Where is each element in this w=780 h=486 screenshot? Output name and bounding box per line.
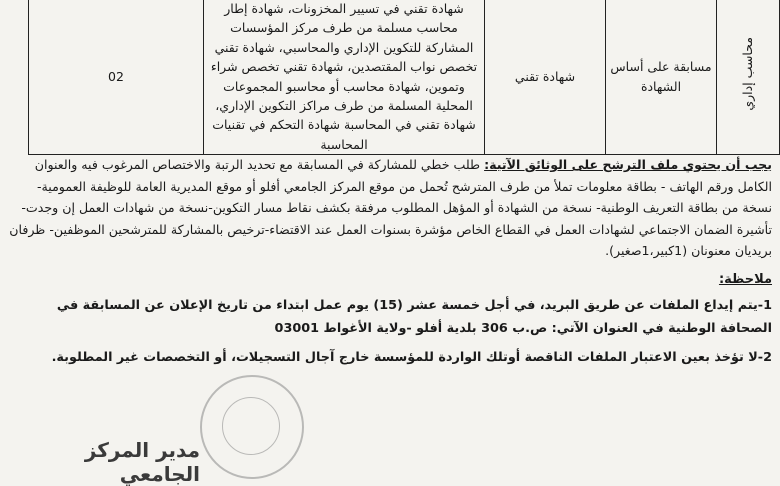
job-title: محاسب إداري [740,36,756,111]
positions-count: 02 [108,68,124,84]
table-row [29,0,780,155]
signature-title: مدير المركز الجامعي [84,438,200,486]
official-stamp [200,375,304,479]
positions-table [28,0,780,155]
notes-heading: ملاحظة: [718,272,772,287]
specialties-cell [204,0,485,155]
job-title-cell [717,0,780,155]
documents-text: طلب خطي للمشاركة في المسابقة مع تحديد الرتبة والاختصاص المرغوب فيه والعنوان الكامل ورقم الهاتف - بطاقة معلومات تملأ من طرف المترشح تُحمل من موقع المركز الجامعي أفلو أو موقع المديرية العامة للوظيفة العمومية- نسخة من بطاقة التعريف الوطنية- نسخة من الشهادة أو المؤهل المطلوب مرفقة بكشف نقاط مسار التكوين-نسخة من شهادات العمل إن وجدت- تأشيرة الضمان الاجتماعي لشهادات العمل في القطاع الخاص مؤشرة بسنوات العمل عند الاقتضاء-ترخيص بالمشاركة للمترشحين الموظفين- ظرفان بريديان معنونان (1كبير،1صغير). [9,157,772,258]
recruitment-mode: مسابقة على أساس الشهادة [610,59,712,94]
documents-heading: يجب أن يحتوي ملف الترشح على الوثائق الآتية: [484,157,772,172]
recruitment-mode-cell [606,0,717,155]
required-documents [4,154,772,262]
certificate-cell [485,0,606,155]
stamp-emblem [222,397,280,455]
note-item-2: 2-لا تؤخذ بعين الاعتبار الملفات الناقصة أوتلك الواردة للمؤسسة خارج آجال التسجيلات، أو التخصصات غير المطلوبة. [51,350,772,365]
certificate: شهادة تقني [514,68,576,84]
positions-count-cell [29,0,204,155]
note-item-1: 1-يتم إيداع الملفات عن طريق البريد، في أجل خمسة عشر (15) يوم عمل ابتداء من تاريخ الإعلان عن المسابقة في الصحافة الوطنية في العنوان الآتي: ص.ب 306 بلدية أفلو -ولاية الأغواط 03001 [56,298,772,336]
specialties: شهادة تقني في تسيير المخزونات، شهادة إطار محاسب مسلمة من طرف مركز المؤسسات المشاركة للتكوين الإداري والمحاسبي، شهادة تقني تخصص نواب المقتصدين، شهادة تقني تخصص شراء وتموين، شهادة محاسب أو محاسبو المجموعات المحلية المسلمة من طرف مراكز التكوين الإداري، شهادة تقني في المحاسبة شهادة التحكم في تقنيات المحاسبة [210,1,478,152]
